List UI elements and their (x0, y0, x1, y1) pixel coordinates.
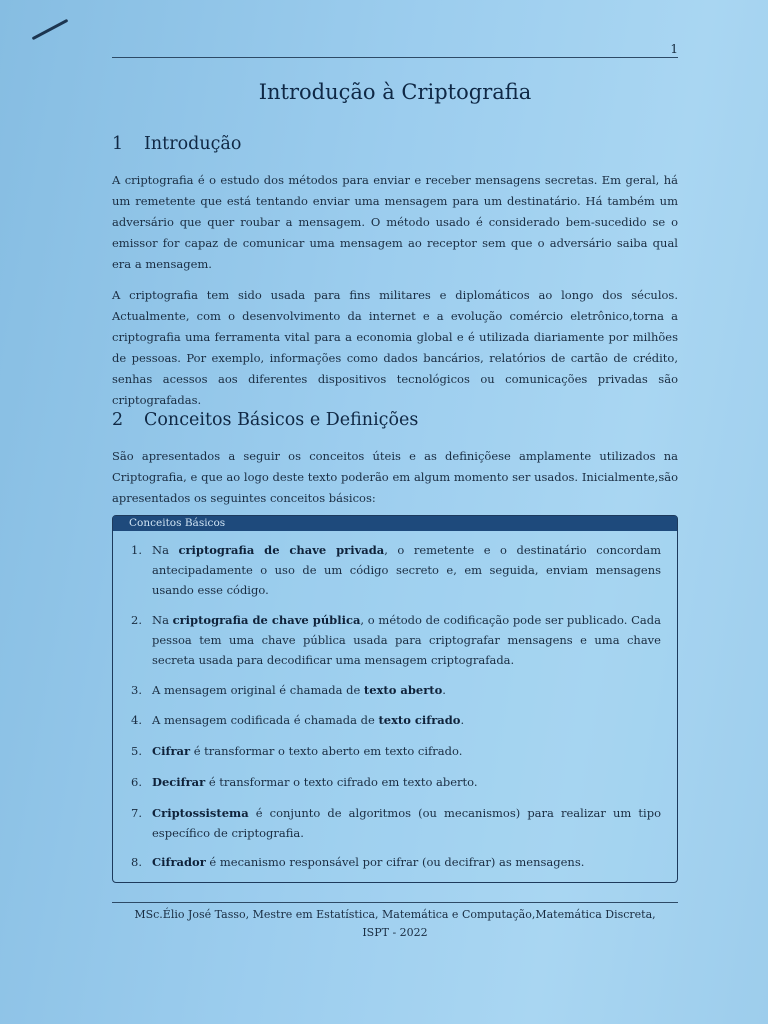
list-item-post: é transformar o texto aberto em texto cifrado. (190, 744, 463, 758)
page-footer (112, 906, 678, 942)
list-item (131, 680, 661, 700)
list-item-pre: A mensagem codificada é chamada de (152, 713, 379, 727)
list-item (131, 741, 661, 761)
section-1-number: 1 (112, 134, 124, 154)
concepts-box (112, 515, 678, 883)
list-item-term: Cifrador (152, 855, 206, 869)
list-item-term: texto cifrado (378, 713, 461, 727)
section-2-heading (112, 410, 418, 430)
section-2-title: Conceitos Básicos e Definições (144, 410, 419, 430)
list-item-term: texto aberto (363, 683, 443, 697)
list-item (131, 803, 661, 843)
list-item-number: 3. (131, 683, 142, 697)
section-1-title: Introdução (144, 134, 242, 154)
list-item-text (152, 741, 661, 761)
page-number: 1 (670, 42, 678, 56)
list-item-post: é transformar o texto cifrado em texto aberto. (205, 775, 478, 789)
list-item-post: , o remetente e o destinatário concordam antecipadamente o uso de um código secreto e, em seguida, enviam mensagens usando esse código. (152, 543, 662, 597)
section-1-heading (112, 134, 241, 154)
list-item (131, 710, 661, 730)
document-page (112, 40, 678, 940)
list-item-text (152, 772, 661, 792)
list-item-number: 1. (131, 543, 142, 557)
list-item-number: 6. (131, 775, 142, 789)
header-rule (112, 57, 678, 58)
list-item-number: 2. (131, 613, 142, 627)
list-item-term: Cifrar (152, 744, 191, 758)
list-item-number: 5. (131, 744, 142, 758)
list-item-term: Criptossistema (152, 806, 249, 820)
list-item-pre: Na (152, 543, 179, 557)
list-item-text (152, 803, 661, 843)
section-1-paragraph-2: A criptografia tem sido usada para fins militares e diplomáticos ao longo dos séculos. Actualmente, com o desenvolvimento da internet e a evolução comércio eletrônico,torna a criptografia uma ferramenta vital para a economia global e é utilizada diariamente por milhões de pessoas. Por exemplo, informações como dados bancários, relatórios de cartão de crédito, senhas acessos aos diferentes dispositivos tecnológicos ou comunicações privadas são criptografadas. (112, 288, 678, 407)
list-item-text (152, 540, 661, 600)
list-item-pre: Na (152, 613, 173, 627)
list-item-term: criptografia de chave pública (172, 613, 361, 627)
list-item-text (152, 852, 661, 872)
list-item-number: 7. (131, 806, 142, 820)
list-item-text (152, 710, 661, 730)
list-item-term: criptografia de chave privada (178, 543, 385, 557)
list-item (131, 540, 661, 600)
list-item-term: Decifrar (152, 775, 206, 789)
list-item-post: . (442, 683, 446, 697)
document-title: Introdução à Criptografia (258, 80, 532, 104)
list-item-post: é conjunto de algoritmos (ou mecanismos) para realizar um tipo específico de criptografia. (152, 806, 661, 840)
concepts-box-title: Conceitos Básicos (113, 516, 677, 531)
section-2-number: 2 (112, 410, 124, 430)
section-1-paragraph-1: A criptografia é o estudo dos métodos para enviar e receber mensagens secretas. Em geral, há um remetente que está tentando enviar uma mensagem para um destinatário. Há também um adversário que quer roubar a mensagem. O método usado é considerado bem-sucedido se o emissor for capaz de comunicar uma mensagem ao receptor sem que o adversário saiba qual era a mensagem. (112, 173, 678, 271)
section-2-intro: São apresentados a seguir os conceitos úteis e as definiçõese amplamente utilizados na Criptografia, e que ao logo deste texto poderão em algum momento ser usados. Inicialmente,são apresentados os seguintes conceitos básicos: (112, 449, 678, 505)
list-item-pre: A mensagem original é chamada de (152, 683, 364, 697)
list-item (131, 852, 661, 872)
list-item (131, 610, 661, 670)
footer-rule (112, 902, 678, 903)
footer-author-line: MSc.Élio José Tasso, Mestre em Estatística, Matemática e Computação,Matemática Discreta, (134, 908, 656, 921)
list-item-post: , o método de codificação pode ser publicado. Cada pessoa tem uma chave pública usada para criptografar mensagens e uma chave secreta usada para decodificar uma mensagem criptografada. (152, 613, 661, 667)
list-item-post: . (460, 713, 465, 727)
list-item-post: é mecanismo responsável por cifrar (ou decifrar) as mensagens. (205, 855, 585, 869)
list-item (131, 772, 661, 792)
list-item-text (152, 610, 661, 670)
list-item-text (152, 680, 661, 700)
list-item-number: 4. (131, 713, 142, 727)
footer-institution-line: ISPT - 2022 (362, 926, 428, 939)
list-item-number: 8. (131, 855, 142, 869)
